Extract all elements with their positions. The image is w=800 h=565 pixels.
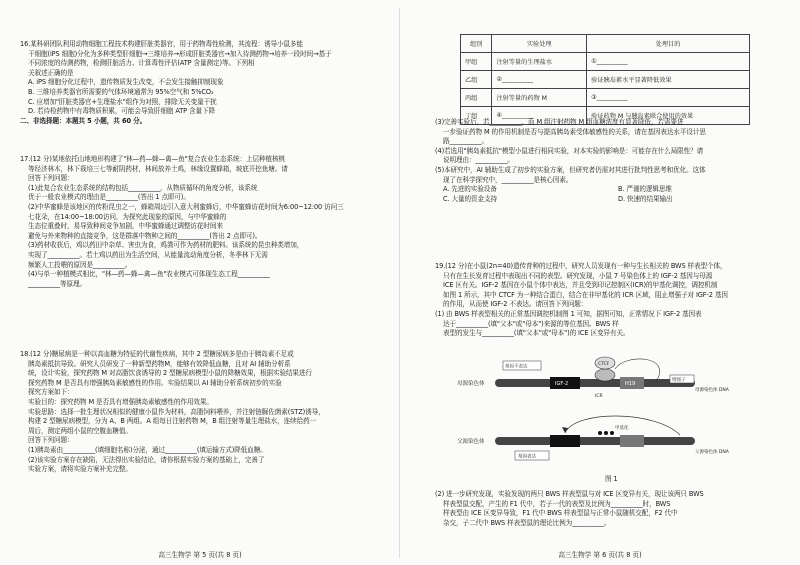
q17-sub2: 七花朵，在14:00~18:00访问，为探究此现象的原因，与中华蜜蜂的 bbox=[28, 212, 227, 221]
q18-sub4: 说明理由：__________。 bbox=[443, 156, 514, 165]
table-cell: 注射等量的生理盐水 bbox=[492, 53, 587, 71]
paternal-dna-label: 父源染色体 DNA bbox=[695, 450, 729, 455]
question-17 bbox=[20, 155, 385, 289]
table-header-row bbox=[461, 35, 750, 53]
experiment-table bbox=[460, 34, 750, 125]
figure-caption: 图 1 bbox=[605, 475, 618, 483]
q18-sub5: (5)本研究中，AI 辅助生成了初步的实验方案，但研究者仍需对其进行批判性思考和优化。这体 bbox=[435, 165, 706, 174]
q17-stem-line: 等经济林木，林下栽培三七等耐阴药材，林间放养土鸡，林缘设置蜂箱，坡底开挖鱼塘。请 bbox=[28, 164, 288, 173]
table-header: 组别 bbox=[461, 35, 492, 53]
table-row bbox=[461, 89, 750, 107]
table-cell: ④__________ bbox=[492, 107, 587, 125]
q17-stem-line: 回答下列问题： bbox=[28, 174, 74, 183]
methyl-group-icon bbox=[604, 431, 608, 435]
q16-stem-line: 关叙述正确的是 bbox=[28, 68, 74, 77]
q18-sub2: (2)该实验方案存在缺陷，无法得出实验结论，请你根据实验方案的基础上，完善了 bbox=[28, 455, 265, 464]
question-19 bbox=[435, 262, 790, 339]
q18-sub4: (4)若选用"胰岛素抵抗"模型小鼠进行相同实验，对本实验的影响是：可能存在什么局限性？请 bbox=[435, 146, 704, 155]
right-column bbox=[400, 0, 800, 565]
table-cell: 注射等量的药物 M bbox=[492, 89, 587, 107]
q18-stem-line: 胰岛素抵抗导致。研究人员研发了一种新型药物M，能够有效降低血糖，且对 AI 辅助分析系 bbox=[28, 359, 291, 368]
table-cell: ①__________ bbox=[587, 53, 750, 71]
table-header: 处理目的 bbox=[587, 35, 750, 53]
q19-stem-line: ICE 区有关。IGF-2 基因在小鼠个体中表达，并且受到印记控制区(ICR)的甲基化调控，调控机制 bbox=[443, 281, 718, 290]
q18-option-d: D. 快速的结果输出 bbox=[618, 194, 673, 203]
figure-1 bbox=[455, 345, 775, 473]
q19-stem-line: 只有在生长发育过程中表现出不同的表型。研究发现，小鼠 7 号染色体上的 IGF-2 基因与母源 bbox=[443, 271, 713, 280]
question-18 bbox=[20, 350, 385, 475]
q16-option-a: A. iPS 细胞分化过程中，遗传物质发生改变，不会发生接触抑制现象 bbox=[28, 78, 224, 87]
table-cell: 乙组 bbox=[461, 71, 492, 89]
table-row bbox=[461, 53, 750, 71]
q18-stem-line: 探究药物 M 是否具有增强胰岛素敏感性的作用。实验结果以 AI 辅助分析系统初步的实验 bbox=[28, 378, 282, 387]
methyl-group-icon bbox=[610, 431, 614, 435]
q18-stem-line: 探究方案如下： bbox=[28, 388, 74, 397]
igf2-label: IGF-2 bbox=[555, 381, 569, 387]
methyl-group-icon bbox=[598, 431, 602, 435]
maternal-dna-label: 母源染色体 DNA bbox=[695, 388, 729, 393]
q17-sub2: (2)中华蜜蜂是该地区的传粉昆虫之一，蜂箱周边引入意大利蜜蜂后，中华蜜蜂访花时间为6:00~12:00 访问三 bbox=[28, 202, 344, 211]
q17-sub1: 优于一般农业模式的理由是__________(答出 1 点即可)。 bbox=[28, 193, 190, 202]
q18-sub3: 路__________。 bbox=[443, 137, 488, 146]
q18-stem-line: 统，设计实验，探究药物 M 对高脂饮食诱导的 2 型糖尿病模型小鼠的降糖效果，根据实验结果进行 bbox=[28, 369, 312, 378]
question-19-part2 bbox=[435, 490, 790, 528]
q16-option-c: C. 应增加"肝脏类器官+生理盐水"组作为对照，排除无关变量干扰 bbox=[28, 97, 217, 106]
q17-sub3: 频繁人工投喂的原因是__________。 bbox=[28, 260, 132, 269]
q18-option-a: A. 先进的实验设备 bbox=[443, 185, 497, 194]
table-cell: 丙组 bbox=[461, 89, 492, 107]
expressed-label: 基因表达 bbox=[518, 454, 536, 460]
q18-option-b: B. 严谨的逻辑思维 bbox=[618, 185, 672, 194]
q18-purpose: 实验目的：探究药物 M 是否具有增强胰岛素敏感性的作用效果。 bbox=[28, 397, 213, 406]
question-18-continued bbox=[435, 118, 790, 204]
q17-sub3: (3)药材收获后，鸡以药田中杂草、害虫为食，鸡粪可作为药材的肥料。该系统的昆虫种类增加， bbox=[28, 241, 304, 250]
q19-stem-line: 19.(12 分)在小鼠(2n=40)遗传育种的过程中，研究人员发现有一种与生长相关的 BWS 样表型个体， bbox=[435, 262, 727, 270]
q16-option-b: B. 三维培养类器官所需要的气体环境通常为 95%空气和 5%CO₂ bbox=[28, 87, 214, 96]
part2-heading: 二、非选择题：本题共 5 小题，共 60 分。 bbox=[20, 116, 147, 125]
q18-sub2: 实验方案，请将实验方案补充完整。 bbox=[28, 465, 132, 474]
q16-option-d: D. 若待检药物中有毒物质积累，可能会导致肝细胞 ATP 含量下降 bbox=[28, 107, 216, 116]
icr-label: ICR bbox=[595, 394, 603, 399]
methyl-label: 甲基化 bbox=[615, 426, 629, 431]
enhancer-label: 增强子 bbox=[672, 378, 686, 383]
q18-answer-heading: 回答下列问题： bbox=[28, 436, 74, 445]
h19-label: H19 bbox=[625, 381, 636, 387]
q17-sub4: (4)与单一种植模式相比，"林—药—蜂—禽—鱼"农业模式可体现生态工程__________ bbox=[28, 270, 270, 279]
maternal-chromosome bbox=[495, 379, 695, 387]
q18-stem-line: 18.(12 分)糖尿病是一种以高血糖为特征的代谢性疾病，其中 2 型糖尿病多是由于胰岛素不足或 bbox=[20, 350, 294, 358]
q19-sub2: 样表型由 ICE 区变异导致，F1 代中 BWS 样表型鼠与正常小鼠随机交配，F2 代中 bbox=[443, 509, 678, 518]
paternal-label: 父源染色体 bbox=[457, 439, 485, 445]
figure-1-diagram bbox=[455, 345, 775, 473]
q18-sub5: 现了在科学探究中，__________是核心因素。 bbox=[443, 175, 573, 184]
q19-sub1: 达于__________(填"父本"或"母本")来源的等位基因。BWS 样 bbox=[443, 319, 619, 328]
q19-sub1: (1) 由 BWS 样表型相关的正常基因调控机制图 1 可知，据图可知，正常情况下 IGF-2 基因表 bbox=[435, 309, 702, 318]
table-cell: 验证药物 M 与胰岛素联合使用的效果 bbox=[587, 107, 750, 125]
q17-stem-line: 17.(12 分)某地依托山地地形构建了"林—药—蜂—禽—鱼"复合农业生态系统：上层种植核桃 bbox=[20, 155, 285, 163]
q16-stem-line: 不同浓度的待测药物，检测肝脏活力、计算毒性评估(ATP 含量测定)等。下列相 bbox=[28, 59, 255, 68]
ctcf-protein-icon bbox=[595, 369, 615, 381]
q19-sub2: (2) 进一步研究发现，实验发现的两只 BWS 样表型鼠与对 ICE 区变异有关，现让该两只 BWS bbox=[435, 490, 704, 498]
q16-stem-line: 干细胞(iPS 细胞)分化为多种类型肝细胞→三维培养→形成肝脏类器官→加入待测药物→培养一段时间→基于 bbox=[28, 49, 332, 58]
q18-step: 构建 2 型糖尿病模型，分为 A、B 两组。A 组每日注射药物 M，B 组注射等量生理盐水，连续给药一 bbox=[28, 417, 317, 426]
table-cell: ③__________ bbox=[587, 89, 750, 107]
question-16 bbox=[20, 40, 385, 126]
table-cell: 甲组 bbox=[461, 53, 492, 71]
q18-sub3: 一步验证药物 M 的作用机制是否与提高胰岛素受体敏感性的关系，请在基因表达水平设计思 bbox=[443, 127, 706, 136]
q17-sub3: 实现了__________。若土鸡以药田为生活空间，从能量流动角度分析，冬季林下无需 bbox=[28, 250, 268, 259]
paternal-chromosome bbox=[495, 437, 695, 445]
q19-stem-line: 的作用，从而使 IGF-2 不表达。请回答下列问题： bbox=[443, 300, 588, 309]
q19-sub2: 杂交，子二代中 BWS 样表型鼠的理论比例为__________。 bbox=[443, 518, 611, 527]
h19-gene-paternal bbox=[620, 435, 644, 447]
q16-stem-line: 16.某科研团队利用动物细胞工程技术构建肝脏类器官，用于药物毒性检测，其流程：诱导小鼠多能 bbox=[20, 40, 303, 48]
table-cell: 丁组 bbox=[461, 107, 492, 125]
q19-stem-line: 如图 1 所示，其中 CTCF 为一种结合蛋白，结合在非甲基化的 ICR 区域，阻止增强子对 IGF-2 基因 bbox=[443, 290, 728, 299]
igf2-gene-paternal bbox=[550, 435, 580, 447]
q18-option-c: C. 大量的资金支持 bbox=[443, 194, 497, 203]
left-footer: 高三生物学 第 5 页(共 8 页) bbox=[158, 551, 242, 559]
q17-sub4: __________等原理。 bbox=[28, 279, 86, 288]
q17-sub2: 避免与外来物种的直接竞争，这是群落中物种之间的__________(答出 2 点即可)。 bbox=[28, 231, 262, 240]
table-cell: ②__________ bbox=[492, 71, 587, 89]
ctcf-label: CTCF bbox=[598, 362, 610, 367]
table-header: 实验处理 bbox=[492, 35, 587, 53]
q17-sub2: 生态位重叠时，易导致种间竞争加剧，中华蜜蜂通过调整访花时间来 bbox=[28, 222, 223, 231]
blocked-label: 基因不表达 bbox=[505, 364, 528, 370]
right-footer: 高三生物学 第 6 页(共 8 页) bbox=[558, 551, 642, 559]
q18-step: 实验思路：选择一批生理状况相似的健康小鼠作为材料，高脂饲料喂养，并注射链脲佐菌素(STZ)诱导， bbox=[28, 407, 325, 416]
q19-sub1: 表型的发生与__________(填"父本"或"母本")的 ICE 区变异有关。 bbox=[443, 329, 630, 338]
q17-sub1: (1)此复合农业生态系统的结构包括__________，从物质循环的角度分析，该系统 bbox=[28, 183, 258, 192]
maternal-label: 母源染色体 bbox=[457, 381, 485, 387]
q19-sub2: 样表型鼠交配，产生的 F1 代中，若子一代的表型及比例为__________时，BWS bbox=[443, 499, 671, 508]
q18-sub1: (1)胰岛素由__________(填细胞名称)分泌，通过__________(填运输方式)降低血糖。 bbox=[28, 445, 267, 454]
q18-step: 周后，测定两组小鼠的空腹血糖值。 bbox=[28, 426, 132, 435]
table-row bbox=[461, 71, 750, 89]
q18-options bbox=[435, 185, 790, 204]
table-cell: 验证胰岛素水平显著降低效果 bbox=[587, 71, 750, 89]
q18-sub3: (3)完善实验后，若__________，而 M 组注射药物 M 组血糖浓度有显著降低，若需要进 bbox=[435, 118, 684, 126]
